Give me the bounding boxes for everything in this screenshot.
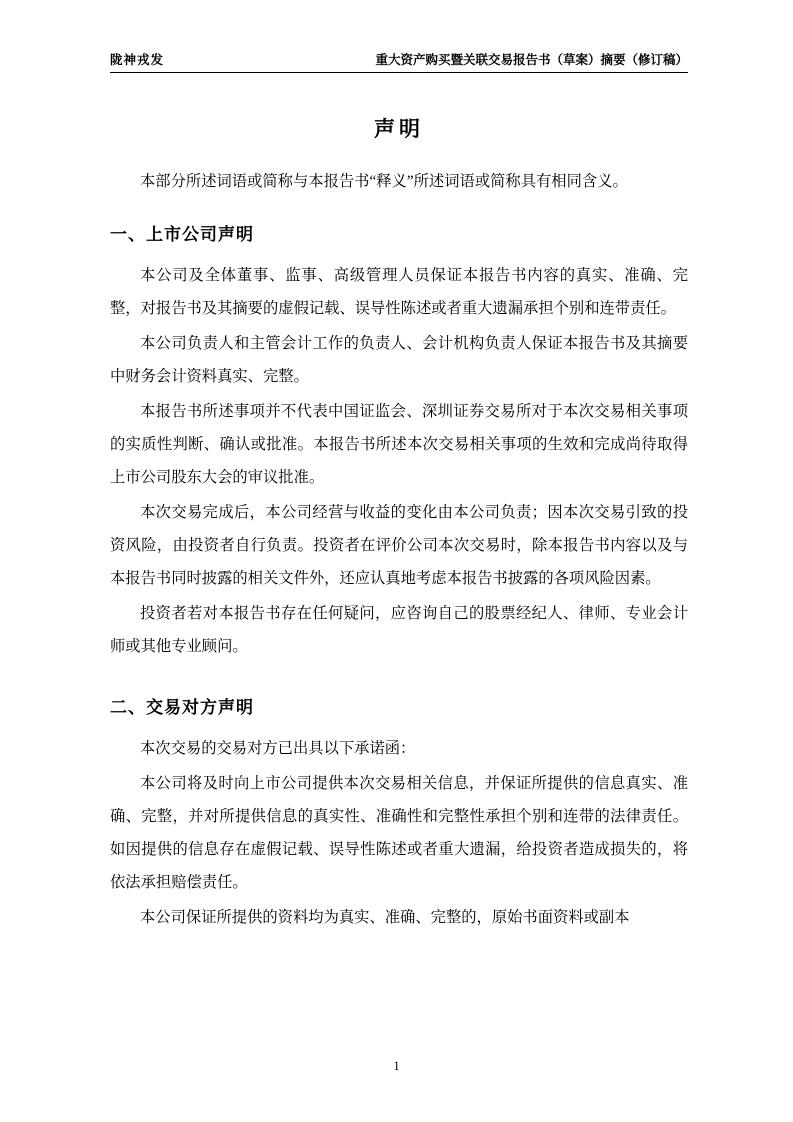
paragraph: 本报告书所述事项并不代表中国证监会、深圳证券交易所对于本次交易相关事项的实质性判断、确认或批准。本报告书所述本次交易相关事项的生效和完成尚待取得上市公司股东大会的审议批准。 (110, 403, 688, 486)
paragraph: 投资者若对本报告书存在任何疑问，应咨询自己的股票经纪人、律师、专业会计师或其他专业顾问。 (110, 605, 688, 655)
page-number: 1 (393, 1059, 400, 1073)
section-heading-listed-company: 一、上市公司声明 (110, 225, 254, 245)
paragraph: 本公司将及时向上市公司提供本次交易相关信息，并保证所提供的信息真实、准确、完整，并对所提供信息的真实性、准确性和完整性承担个别和连带的法律责任。如因提供的信息存在虚假记载、误导性陈述或者重大遗漏，给投资者造成损失的，将依法承担赔偿责任。 (110, 775, 688, 891)
page-header (110, 50, 688, 73)
page-title: 声明 (374, 117, 424, 141)
paragraph: 本公司保证所提供的资料均为真实、准确、完整的，原始书面资料或副本 (140, 909, 630, 926)
header-company-name: 陇神戎发 (110, 52, 165, 67)
paragraph: 本公司负责人和主管会计工作的负责人、会计机构负责人保证本报告书及其摘要中财务会计资料真实、完整。 (110, 335, 688, 385)
header-document-name: 重大资产购买暨关联交易报告书（草案）摘要（修订稿） (375, 52, 688, 67)
intro-paragraph: 本部分所述词语或简称与本报告书“释义”所述词语或简称具有相同含义。 (140, 173, 628, 190)
paragraph: 本次交易的交易对方已出具以下承诺函： (140, 740, 416, 757)
paragraph: 本次交易完成后，本公司经营与收益的变化由本公司负责；因本次交易引致的投资风险，由投资者自行负责。投资者在评价公司本次交易时，除本报告书内容以及与本报告书同时披露的相关文件外，还应认真地考虑本报告书披露的各项风险因素。 (110, 504, 688, 587)
section-heading-counterparty: 二、交易对方声明 (110, 698, 254, 718)
paragraph: 本公司及全体董事、监事、高级管理人员保证本报告书内容的真实、准确、完整，对报告书及其摘要的虚假记载、误导性陈述或者重大遗漏承担个别和连带责任。 (110, 267, 688, 317)
page-content (110, 50, 688, 936)
